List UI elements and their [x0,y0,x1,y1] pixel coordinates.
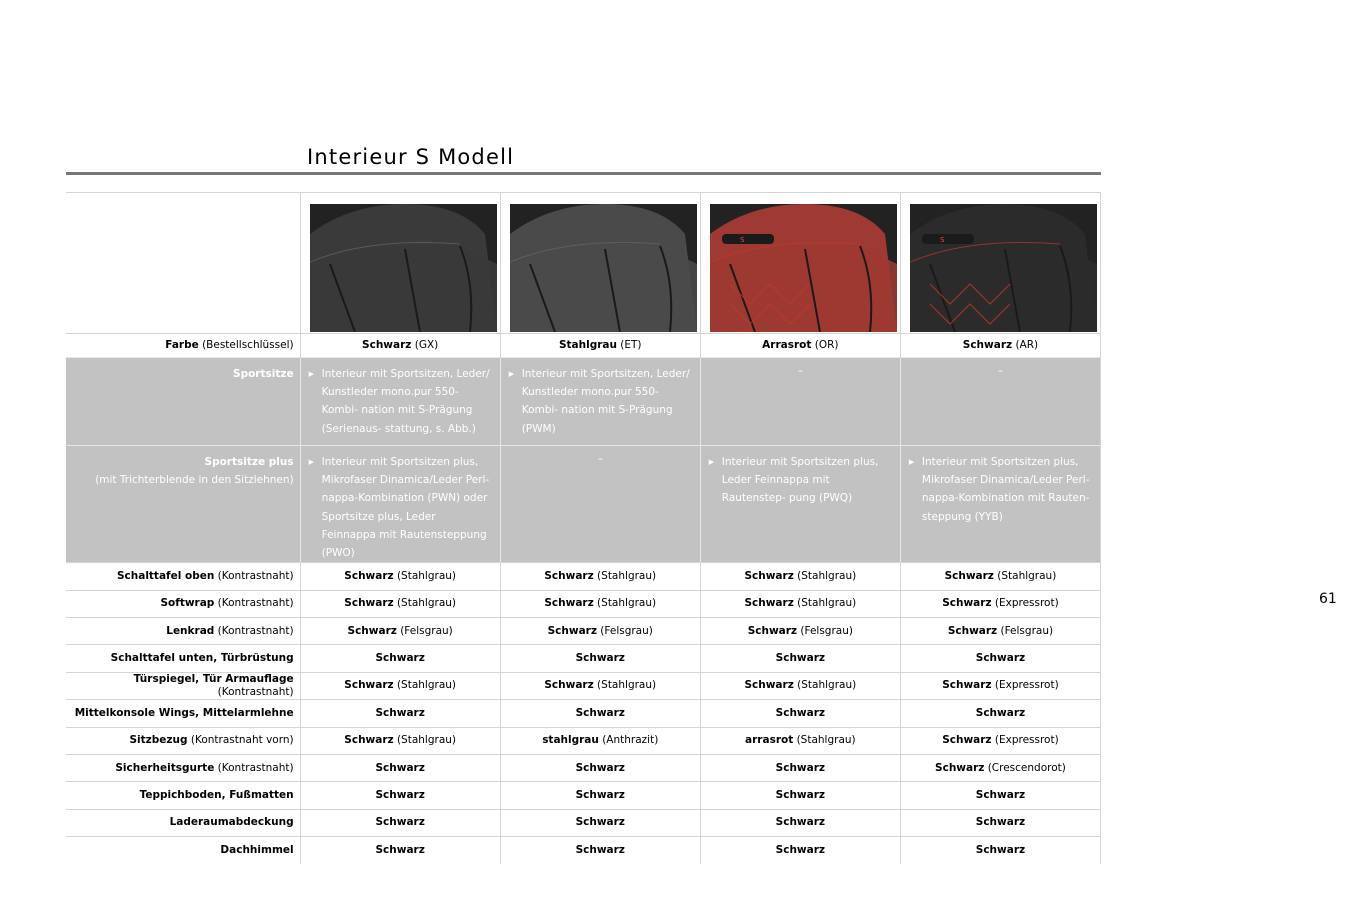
table-row [66,727,1101,754]
table-cell: Schwarz [300,645,500,672]
color-header-label: Farbe (Bestellschlüssel) [66,334,300,358]
seat-image [510,204,697,332]
table-cell: Schwarz [500,700,700,727]
table-cell: stahlgrau (Anthrazit) [500,727,700,754]
variant-image-cell [700,193,900,334]
table-cell: Schwarz (Expressrot) [900,672,1100,699]
color-header-row [66,334,1101,358]
table-cell: Schwarz [500,837,700,864]
table-row [66,618,1101,645]
package-cell [500,358,700,446]
not-available-dash: – [997,365,1004,377]
variant-color-name: Schwarz (AR) [900,334,1100,358]
table-cell: Schwarz (Stahlgrau) [500,563,700,590]
table-cell: Schwarz (Stahlgrau) [900,563,1100,590]
package-row [66,358,1101,446]
table-row [66,672,1101,699]
table-cell: Schwarz (Expressrot) [900,727,1100,754]
package-description: Interieur mit Sportsitzen, Leder/ Kunstleder mono.pur 550-Kombi- nation mit S-Prägung (PWM) [521,368,690,435]
table-cell: Schwarz (Felsgrau) [700,618,900,645]
seat-image [910,204,1097,332]
variant-image-cell [500,193,700,334]
table-cell: Schwarz (Stahlgrau) [700,590,900,617]
row-label: Sitzbezug (Kontrastnaht vorn) [66,727,300,754]
variant-color-name: Arrasrot (OR) [700,334,900,358]
table-cell: Schwarz [900,645,1100,672]
row-label: Dachhimmel [66,837,300,864]
table-cell: Schwarz (Stahlgrau) [700,563,900,590]
row-label: Softwrap (Kontrastnaht) [66,590,300,617]
bullet-triangle-icon: ▶ [508,370,515,378]
table-cell: Schwarz [500,754,700,781]
package-row [66,446,1101,563]
table-cell: Schwarz (Felsgrau) [300,618,500,645]
package-description: Interieur mit Sportsitzen plus, Leder Feinnappa mit Rautenstep- pung (PWQ) [721,456,879,505]
bullet-triangle-icon: ▶ [308,370,314,378]
table-row [66,782,1101,809]
package-description: Interieur mit Sportsitzen plus, Mikrofaser Dinamica/Leder Perl- nappa-Kombination mit Rauten- steppung (YYB) [921,456,1090,523]
row-label: Sicherheitsgurte (Kontrastnaht) [66,754,300,781]
table-cell: Schwarz [700,782,900,809]
package-description: Interieur mit Sportsitzen, Leder/ Kunstleder mono.pur 550-Kombi- nation mit S-Prägung (Serienaus- stattung, s. Abb.) [321,368,490,435]
seat-image [310,204,497,332]
table-cell: Schwarz [500,782,700,809]
page-title: Interieur S Modell [307,145,515,169]
variant-image-cell [300,193,500,334]
package-cell [900,446,1100,563]
table-cell: Schwarz [300,700,500,727]
row-label: Lenkrad (Kontrastnaht) [66,618,300,645]
table-cell: Schwarz [900,837,1100,864]
table-cell: Schwarz (Stahlgrau) [500,590,700,617]
table-cell: Schwarz [900,700,1100,727]
package-cell [300,358,500,446]
package-description: Interieur mit Sportsitzen plus, Mikrofaser Dinamica/Leder Perl- nappa-Kombination (PWN) oder Sportsitze plus, Leder Feinnappa mit Rautensteppung (PWO) [321,456,490,560]
row-label: Schalttafel unten, Türbrüstung [66,645,300,672]
table-cell: Schwarz [300,837,500,864]
variant-image-cell [900,193,1100,334]
table-cell: Schwarz (Expressrot) [900,590,1100,617]
package-cell [500,446,700,563]
table-cell: Schwarz [300,809,500,836]
table-row [66,563,1101,590]
table-cell: Schwarz (Felsgrau) [500,618,700,645]
table-cell: Schwarz (Stahlgrau) [300,590,500,617]
seat-image [710,204,897,332]
table-cell: Schwarz [700,700,900,727]
table-cell: Schwarz [900,782,1100,809]
row-label: Teppichboden, Fußmatten [66,782,300,809]
table-cell: Schwarz [500,645,700,672]
table-cell: Schwarz [300,754,500,781]
table-cell: Schwarz [700,645,900,672]
package-cell [900,358,1100,446]
table-cell: Schwarz (Felsgrau) [900,618,1100,645]
row-label: Schalttafel oben (Kontrastnaht) [66,563,300,590]
table-row [66,645,1101,672]
package-row-label: Sportsitze plus (mit Trichterblende in den Sitzlehnen) [66,446,300,563]
table-row [66,837,1101,864]
table-cell: Schwarz (Stahlgrau) [500,672,700,699]
table-cell: Schwarz (Stahlgrau) [300,727,500,754]
table-cell: Schwarz (Stahlgrau) [700,672,900,699]
bullet-triangle-icon: ▶ [308,458,314,466]
table-cell: Schwarz [700,809,900,836]
variant-color-name: Stahlgrau (ET) [500,334,700,358]
not-available-dash: – [797,365,803,377]
table-cell: Schwarz [700,754,900,781]
table-cell: Schwarz [300,782,500,809]
svg-text:S: S [739,236,745,244]
row-label: Mittelkonsole Wings, Mittelarmlehne [66,700,300,727]
bullet-triangle-icon: ▶ [908,458,915,466]
svg-text:S: S [939,236,945,244]
bullet-triangle-icon: ▶ [708,458,715,466]
table-cell: Schwarz (Stahlgrau) [300,563,500,590]
table-row [66,590,1101,617]
table-cell: arrasrot (Stahlgrau) [700,727,900,754]
table-row [66,754,1101,781]
package-row-label: Sportsitze [66,358,300,446]
variant-color-name: Schwarz (GX) [300,334,500,358]
table-cell: Schwarz [700,837,900,864]
table-row [66,700,1101,727]
row-label: Laderaumabdeckung [66,809,300,836]
package-cell [300,446,500,563]
table-row [66,809,1101,836]
page-number: 61 [1319,591,1337,607]
seat-image-row [66,193,1101,334]
table-cell: Schwarz [500,809,700,836]
title-rule [66,172,1101,175]
interior-spec-table [66,192,1101,864]
table-cell: Schwarz [900,809,1100,836]
package-cell [700,446,900,563]
row-label: Türspiegel, Tür Armauflage (Kontrastnaht) [66,672,300,699]
package-cell [700,358,900,446]
not-available-dash: – [597,453,603,465]
image-row-label [66,193,300,334]
table-cell: Schwarz (Stahlgrau) [300,672,500,699]
table-cell: Schwarz (Crescendorot) [900,754,1100,781]
